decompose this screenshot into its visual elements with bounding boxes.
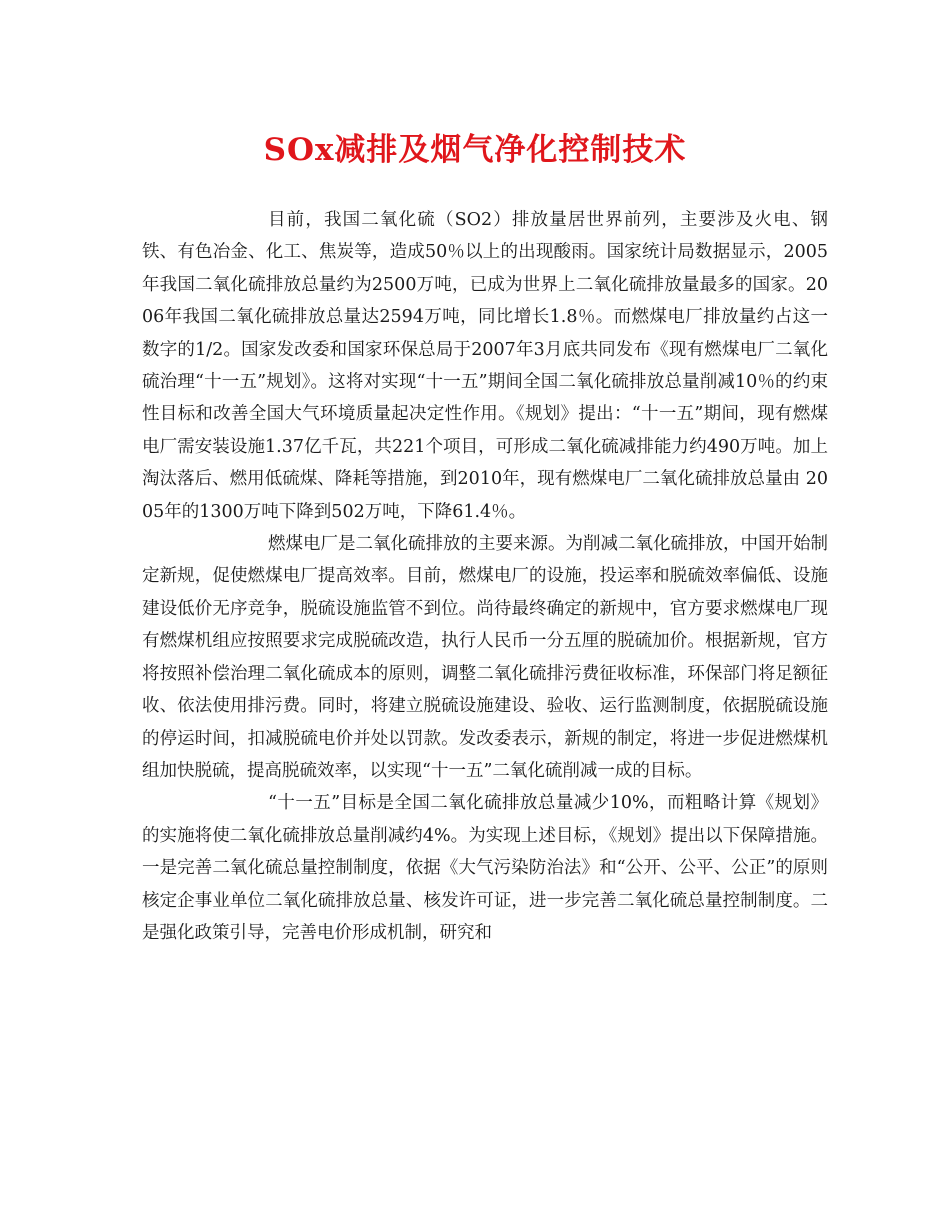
paragraph-1: 目前，我国二氧化硫（SO2）排放量居世界前列，主要涉及火电、钢铁、有色冶金、化工、焦炭等，造成50％以上的出现酸雨。国家统计局数据显示，2005年我国二氧化硫排放总量约为2500万吨，已成为世界上二氧化硫排放量最多的国家。2006年我国二氧化硫排放总量达2594万吨，同比增长1.8％。而燃煤电厂排放量约占这一数字的1/2。国家发改委和国家环保总局于2007年3月底共同发布《现有燃煤电厂二氧化硫治理“十一五”规划》。这将对实现“十一五”期间全国二氧化硫排放总量削减10％的约束性目标和改善全国大气环境质量起决定性作用。《规划》提出：“十一五”期间，现有燃煤电厂需安装设施1.37亿千瓦，共221个项目，可形成二氧化硫减排能力约490万吨。加上淘汰落后、燃用低硫煤、降耗等措施，到2010年，现有燃煤电厂二氧化硫排放总量由 2005年的1300万吨下降到502万吨，下降61.4％。: [142, 210, 828, 522]
document-body: [142, 204, 828, 949]
paragraph-2: 燃煤电厂是二氧化硫排放的主要来源。为削减二氧化硫排放，中国开始制定新规，促使燃煤电厂提高效率。目前，燃煤电厂的设施，投运率和脱硫效率偏低、设施建设低价无序竞争，脱硫设施监管不到位。尚待最终确定的新规中，官方要求燃煤电厂现有燃煤机组应按照要求完成脱硫改造，执行人民币一分五厘的脱硫加价。根据新规，官方将按照补偿治理二氧化硫成本的原则，调整二氧化硫排污费征收标准，环保部门将足额征收、依法使用排污费。同时，将建立脱硫设施建设、验收、运行监测制度，依据脱硫设施的停运时间，扣减脱硫电价并处以罚款。发改委表示，新规的制定，将进一步促进燃煤机组加快脱硫，提高脱硫效率，以实现“十一五”二氧化硫削减一成的目标。: [142, 534, 828, 781]
document-title: SOx减排及烟气净化控制技术: [263, 132, 687, 168]
paragraph-3: “十一五”目标是全国二氧化硫排放总量减少10%，而粗略计算《规划》的实施将使二氧化硫排放总量削减约4%。为实现上述目标，《规划》提出以下保障措施。一是完善二氧化硫总量控制制度，依据《大气污染防治法》和“公开、公平、公正”的原则核定企事业单位二氧化硫排放总量、核发许可证，进一步完善二氧化硫总量控制制度。二是强化政策引导，完善电价形成机制，研究和: [142, 793, 828, 943]
